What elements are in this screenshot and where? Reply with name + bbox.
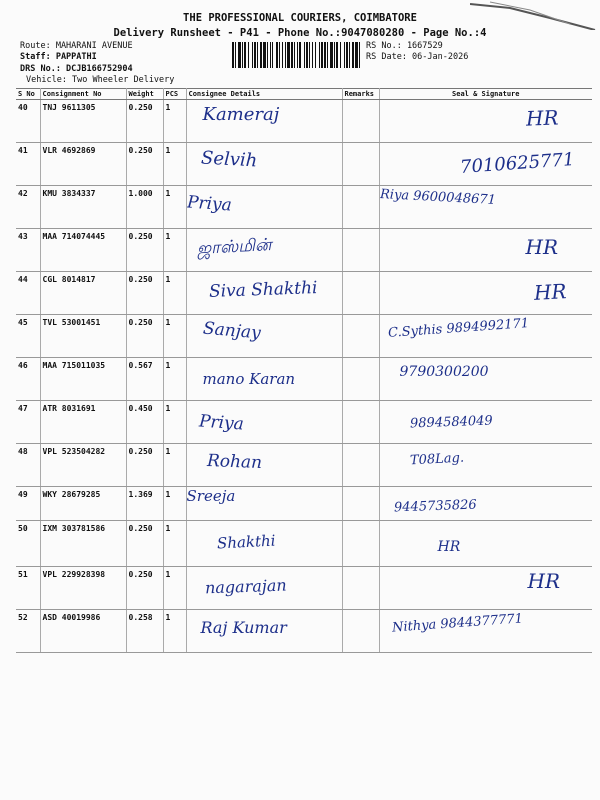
row-remarks — [342, 315, 379, 358]
row-remarks — [342, 521, 379, 567]
row-seal-signature — [379, 358, 592, 401]
row-pcs: 1 — [163, 444, 186, 487]
col-pcs: PCS — [163, 89, 186, 100]
row-weight: 0.250 — [126, 521, 163, 567]
barcode-bar — [304, 42, 305, 68]
barcode-bar — [346, 42, 348, 68]
table-row — [16, 521, 592, 567]
table-row — [16, 401, 592, 444]
signature-handwriting: HR — [437, 539, 461, 555]
row-sno: 49 — [16, 487, 40, 521]
barcode-bar — [291, 42, 293, 68]
row-consignment-no: ATR 8031691 — [40, 401, 126, 444]
row-sno: 43 — [16, 229, 40, 272]
table-row — [16, 567, 592, 610]
barcode-bar — [327, 42, 328, 68]
row-sno: 45 — [16, 315, 40, 358]
barcode-bar — [330, 42, 333, 68]
barcode-bar — [260, 42, 262, 68]
barcode-bar — [282, 42, 283, 68]
row-seal-signature — [379, 610, 592, 653]
row-weight: 1.369 — [126, 487, 163, 521]
row-remarks — [342, 272, 379, 315]
row-consignee-details — [186, 315, 342, 358]
staff-label: Staff: PAPPATHI — [20, 52, 97, 62]
row-pcs: 1 — [163, 487, 186, 521]
row-pcs: 1 — [163, 186, 186, 229]
consignee-handwriting: Kameraj — [202, 104, 280, 125]
route-label: Route: MAHARANI AVENUE — [20, 41, 133, 51]
barcode-bar — [263, 42, 266, 68]
row-weight: 0.250 — [126, 272, 163, 315]
row-remarks — [342, 401, 379, 444]
row-seal-signature — [379, 315, 592, 358]
barcode-bar — [252, 42, 253, 68]
runsheet-title: Delivery Runsheet - P41 - Phone No.:9047080280 - Page No.:4 — [113, 27, 487, 39]
barcode-bar — [232, 42, 234, 68]
row-sno: 47 — [16, 401, 40, 444]
row-consignment-no: VPL 523504282 — [40, 444, 126, 487]
barcode-bar — [244, 42, 246, 68]
consignee-handwriting: Siva Shakthi — [208, 278, 318, 302]
table-row — [16, 100, 592, 143]
row-consignee-details — [186, 567, 342, 610]
row-consignee-details — [186, 521, 342, 567]
rs-date: RS Date: 06-Jan-2026 — [366, 52, 469, 62]
col-consignee-details: Consignee Details — [186, 89, 342, 100]
row-consignment-no: TVL 53001451 — [40, 315, 126, 358]
row-pcs: 1 — [163, 521, 186, 567]
row-seal-signature — [379, 567, 592, 610]
row-sno: 42 — [16, 186, 40, 229]
col-sno: S No — [16, 89, 40, 100]
row-weight: 0.567 — [126, 358, 163, 401]
table-row — [16, 272, 592, 315]
table-row — [16, 610, 592, 653]
barcode-bar — [272, 42, 273, 68]
row-weight: 0.250 — [126, 444, 163, 487]
consignee-handwriting: Priya — [186, 192, 232, 216]
consignee-handwriting: Raj Kumar — [200, 618, 287, 637]
row-consignee-details — [186, 229, 342, 272]
row-remarks — [342, 186, 379, 229]
row-sno: 48 — [16, 444, 40, 487]
barcode-bar — [315, 42, 316, 68]
barcode-bar — [294, 42, 295, 68]
row-seal-signature — [379, 401, 592, 444]
row-sno: 44 — [16, 272, 40, 315]
barcode-bar — [285, 42, 286, 68]
row-sno: 52 — [16, 610, 40, 653]
consignee-handwriting: Sreeja — [186, 487, 236, 505]
rs-number: RS No.: 1667529 — [366, 41, 443, 51]
row-seal-signature — [379, 444, 592, 487]
table-row — [16, 143, 592, 186]
row-consignee-details — [186, 186, 342, 229]
signature-handwriting: C.Sythis 9894992171 — [387, 316, 529, 341]
barcode-bar — [349, 42, 350, 68]
barcode-bar — [267, 42, 268, 68]
signature-handwriting: Nithya 9844377771 — [391, 611, 523, 636]
barcode-bar — [336, 42, 338, 68]
table-row — [16, 358, 592, 401]
barcode-bar — [309, 42, 310, 68]
consignee-handwriting: Selvih — [199, 147, 258, 172]
row-consignment-no: MAA 714074445 — [40, 229, 126, 272]
row-sno: 41 — [16, 143, 40, 186]
row-pcs: 1 — [163, 272, 186, 315]
signature-handwriting: HR — [525, 235, 558, 259]
signature-handwriting: 9445735826 — [393, 497, 477, 516]
col-weight: Weight — [126, 89, 163, 100]
consignee-handwriting: ஜாஸ்மின் — [195, 235, 272, 259]
row-remarks — [342, 487, 379, 521]
barcode-bar — [321, 42, 323, 68]
barcode-bar — [319, 42, 320, 68]
row-consignment-no: ASD 40019986 — [40, 610, 126, 653]
row-consignment-no: VPL 229928398 — [40, 567, 126, 610]
row-seal-signature — [379, 186, 592, 229]
barcode-bar — [359, 42, 360, 68]
consignee-handwriting: Priya — [197, 411, 244, 435]
row-weight: 0.258 — [126, 610, 163, 653]
row-consignee-details — [186, 610, 342, 653]
barcode-bar — [297, 42, 298, 68]
barcode-bar — [248, 42, 249, 68]
col-remarks: Remarks — [342, 89, 379, 100]
signature-handwriting: HR — [532, 279, 567, 305]
signature-handwriting: HR — [525, 105, 559, 131]
col-seal-signature: Seal & Signature — [379, 89, 592, 100]
barcode-bar — [355, 42, 358, 68]
barcode-image — [232, 42, 360, 68]
signature-handwriting: 7010625771 — [458, 149, 575, 178]
row-remarks — [342, 100, 379, 143]
row-seal-signature — [379, 272, 592, 315]
row-consignment-no: MAA 715011035 — [40, 358, 126, 401]
row-remarks — [342, 143, 379, 186]
table-row — [16, 229, 592, 272]
row-remarks — [342, 567, 379, 610]
row-consignment-no: CGL 8014817 — [40, 272, 126, 315]
row-pcs: 1 — [163, 610, 186, 653]
row-remarks — [342, 610, 379, 653]
row-seal-signature — [379, 487, 592, 521]
row-consignment-no: VLR 4692869 — [40, 143, 126, 186]
company-title: THE PROFESSIONAL COURIERS, COIMBATORE — [183, 12, 417, 24]
barcode-bar — [235, 42, 236, 68]
row-consignee-details — [186, 272, 342, 315]
barcode-bar — [279, 42, 280, 68]
col-consignment: Consignment No — [40, 89, 126, 100]
row-consignee-details — [186, 100, 342, 143]
consignee-handwriting: Sanjay — [201, 318, 262, 344]
row-pcs: 1 — [163, 358, 186, 401]
row-seal-signature — [379, 229, 592, 272]
row-sno: 51 — [16, 567, 40, 610]
barcode-bar — [324, 42, 326, 68]
row-consignment-no: IXM 303781586 — [40, 521, 126, 567]
consignee-handwriting: Rohan — [206, 451, 262, 473]
barcode-bar — [334, 42, 335, 68]
barcode-bar — [352, 42, 354, 68]
row-consignee-details — [186, 358, 342, 401]
row-consignee-details — [186, 487, 342, 521]
barcode-bar — [257, 42, 258, 68]
signature-handwriting: 9894584049 — [409, 413, 493, 432]
barcode-bar — [254, 42, 256, 68]
signature-handwriting: HR — [527, 569, 560, 593]
row-pcs: 1 — [163, 143, 186, 186]
row-consignee-details — [186, 444, 342, 487]
row-pcs: 1 — [163, 315, 186, 358]
row-sno: 40 — [16, 100, 40, 143]
row-seal-signature — [379, 521, 592, 567]
row-pcs: 1 — [163, 567, 186, 610]
row-pcs: 1 — [163, 401, 186, 444]
table-row — [16, 186, 592, 229]
barcode-bar — [344, 42, 345, 68]
row-remarks — [342, 229, 379, 272]
barcode-bar — [312, 42, 313, 68]
signature-handwriting: T08Lag. — [409, 450, 464, 469]
table-row — [16, 487, 592, 521]
signature-handwriting: Riya 9600048671 — [379, 186, 496, 209]
barcode-bar — [276, 42, 278, 68]
row-weight: 0.250 — [126, 100, 163, 143]
vehicle-label: Vehicle: Two Wheeler Delivery — [26, 75, 175, 85]
row-sno: 46 — [16, 358, 40, 401]
row-weight: 0.250 — [126, 143, 163, 186]
row-consignment-no: KMU 3834337 — [40, 186, 126, 229]
row-weight: 0.250 — [126, 315, 163, 358]
row-seal-signature — [379, 100, 592, 143]
barcode-bar — [242, 42, 243, 68]
row-consignment-no: WKY 28679285 — [40, 487, 126, 521]
row-remarks — [342, 358, 379, 401]
row-weight: 1.000 — [126, 186, 163, 229]
row-weight: 0.450 — [126, 401, 163, 444]
barcode-bar — [306, 42, 308, 68]
barcode-bar — [287, 42, 290, 68]
consignee-handwriting: Shakthi — [216, 531, 276, 553]
row-remarks — [342, 444, 379, 487]
table-header-row — [16, 89, 592, 100]
row-pcs: 1 — [163, 229, 186, 272]
row-sno: 50 — [16, 521, 40, 567]
signature-handwriting: 9790300200 — [399, 364, 489, 380]
row-pcs: 1 — [163, 100, 186, 143]
row-consignee-details — [186, 143, 342, 186]
row-weight: 0.250 — [126, 229, 163, 272]
drs-number: DRS No.: DCJB166752904 — [20, 64, 133, 74]
table-row — [16, 315, 592, 358]
barcode-bar — [238, 42, 241, 68]
barcode-bar — [270, 42, 271, 68]
table-row — [16, 444, 592, 487]
barcode-bar — [299, 42, 301, 68]
row-weight: 0.250 — [126, 567, 163, 610]
row-seal-signature — [379, 143, 592, 186]
consignee-handwriting: nagarajan — [204, 575, 287, 598]
row-consignment-no: TNJ 9611305 — [40, 100, 126, 143]
runsheet-table — [16, 88, 592, 653]
row-consignee-details — [186, 401, 342, 444]
consignee-handwriting: mano Karan — [202, 370, 296, 388]
barcode-bar — [340, 42, 341, 68]
